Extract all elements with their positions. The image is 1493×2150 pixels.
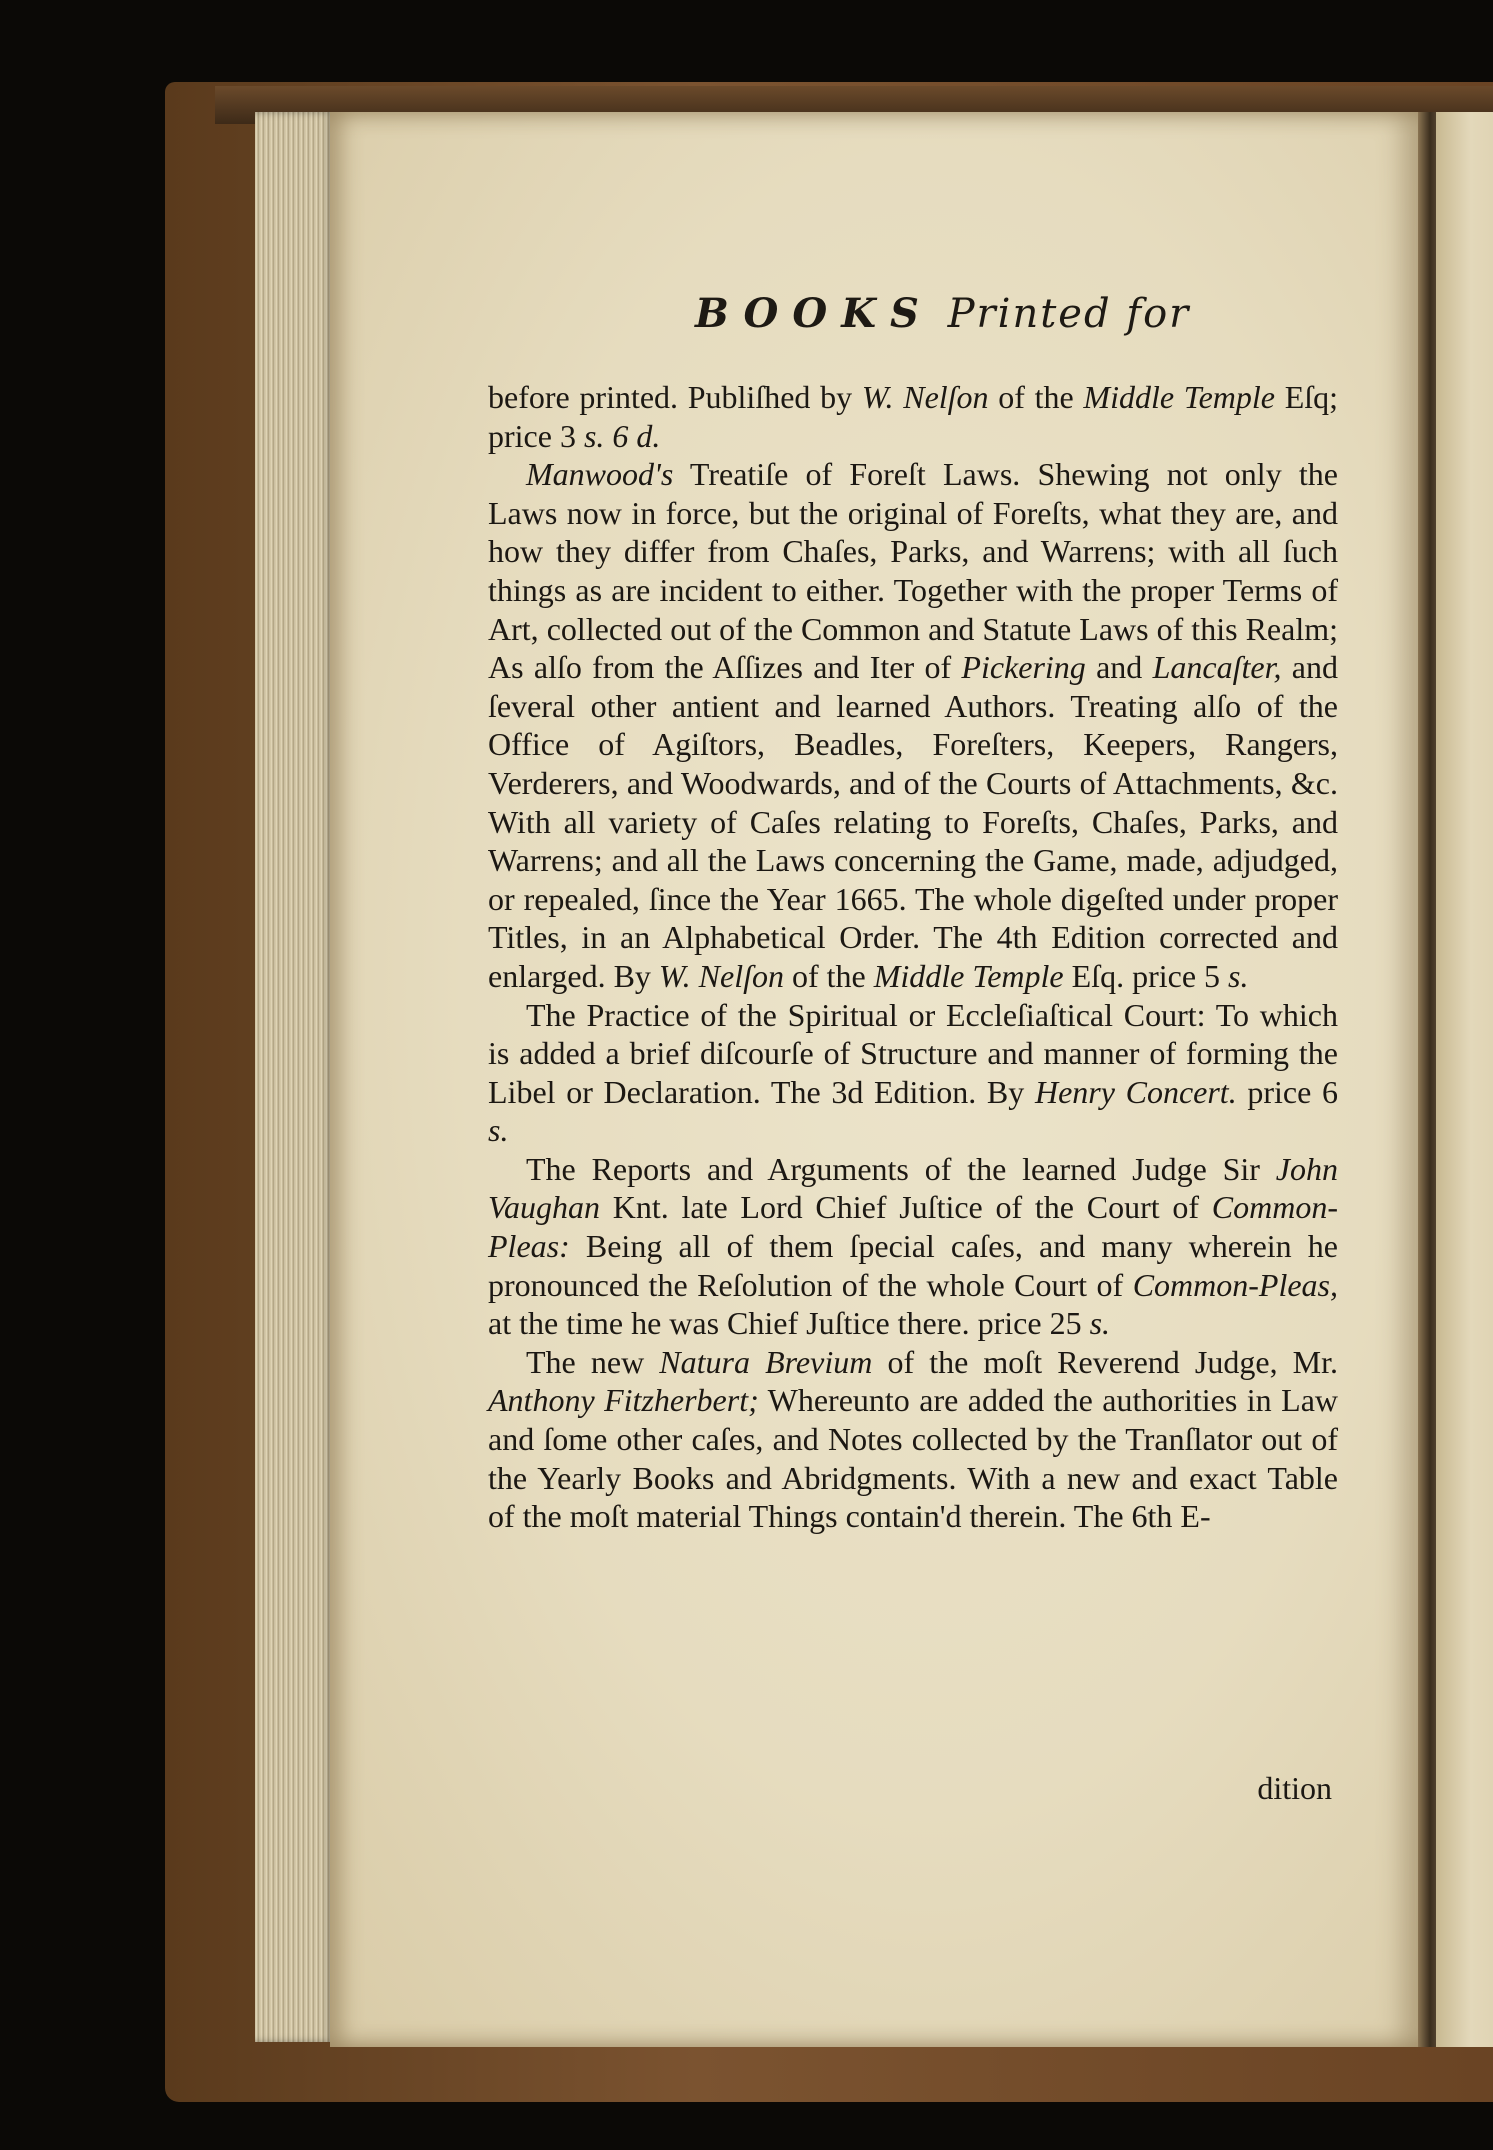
body-text: Eſq. price 5 [1063, 957, 1229, 994]
page-edges [255, 112, 335, 2042]
catalog-entry [488, 378, 1338, 455]
italic-text: W. Nelſon [658, 957, 784, 994]
catalog-entry [488, 1150, 1338, 1343]
body-text: Treatiſe of Foreſt Laws. Shewing not only the Laws now in force, but the original of Foreſts, what they are, and how they differ from Chaſes, Parks, and Warrens; with all ſuch things as are incident to either. Together with the proper Terms of Art, collected out of the Common and Statute Laws of this Realm; As alſo from the Aſſizes and Iter of [488, 456, 1338, 686]
catalog-entry [488, 1343, 1338, 1536]
italic-text: s. [1228, 957, 1249, 994]
header-printed-for: Printed for [947, 291, 1191, 337]
body-text: and ſeveral other antient and learned Authors. Treating alſo of the Office of Agiſtors, Beadles, Foreſters, Keepers, Rangers, Verderers, and Woodwards, and of the Courts of Attachments, &c. With all variety of Caſes relating to Foreſts, Chaſes, Parks, and Warrens; and all the Laws concerning the Game, made, adjudged, or repealed, ſince the Year 1665. The whole digeſted under proper Titles, in an Alphabetical Order. The 4th Edition corrected and enlarged. By [488, 649, 1339, 994]
italic-text: Pickering [961, 649, 1086, 686]
catchword: dition [1257, 1770, 1332, 1806]
catalog-entry [488, 996, 1338, 1150]
italic-text: Natura Brevium [659, 1343, 873, 1380]
body-text: Eſq; price 3 [488, 379, 1339, 454]
facing-page-edge [1436, 112, 1493, 2047]
italic-text: John Vaughan [488, 1150, 1338, 1226]
header-books: BOOKS [695, 290, 933, 337]
italic-text: Middle Temple [1083, 379, 1276, 415]
body-text: Knt. late Lord Chief Juſtice of the Court of [600, 1189, 1212, 1226]
body-text: of the moſt Reverend Judge, Mr. [872, 1343, 1339, 1380]
italic-text: Common-Pleas: [488, 1189, 1338, 1265]
body-text: Whereunto are added the authorities in Law and ſome other caſes, and Notes collected by the Tranſlator out of the Yearly Books and Abridgments. With a new and exact Table of the moſt material Things contain'd therein. The 6th E- [488, 1382, 1338, 1535]
body-text: price 6 [1236, 1073, 1339, 1110]
italic-text: s. [1089, 1305, 1111, 1342]
page-text [488, 378, 1338, 1536]
body-text: and [1085, 649, 1153, 686]
body-text: at the time he was Chief Juſtice there. price 25 [488, 1305, 1090, 1342]
body-text: The Practice of the Spiritual or Eccleſiaſtical Court: To which is added a brief diſcourſe of Structure and manner of forming the Libel or Declaration. The 3d Edition. By [488, 996, 1338, 1110]
italic-text: Anthony Fitzherbert; [488, 1382, 759, 1419]
italic-text: W. Nelſon [861, 379, 989, 415]
italic-text: s. 6 d. [583, 417, 661, 454]
italic-text: Henry Concert. [1034, 1073, 1237, 1110]
catalog-entry [488, 455, 1338, 995]
body-text: before printed. Publiſhed by [488, 379, 862, 415]
italic-text: Manwood's [526, 456, 674, 493]
body-text: of the [783, 957, 874, 994]
body-text: The Reports and Arguments of the learned Judge Sir [526, 1150, 1276, 1187]
italic-text: Middle Temple [873, 957, 1064, 994]
book-gutter [1418, 112, 1438, 2047]
italic-text: Common-Pleas, [1132, 1266, 1338, 1303]
body-text: Being all of them ſpecial caſes, and many wherein he pronounced the Reſolution of the whole Court of [488, 1228, 1338, 1303]
body-text: of the [988, 379, 1084, 415]
running-header [695, 290, 1255, 350]
body-text: The new [526, 1343, 660, 1380]
italic-text: s. [488, 1112, 509, 1149]
italic-text: Lancaſter, [1152, 649, 1282, 686]
